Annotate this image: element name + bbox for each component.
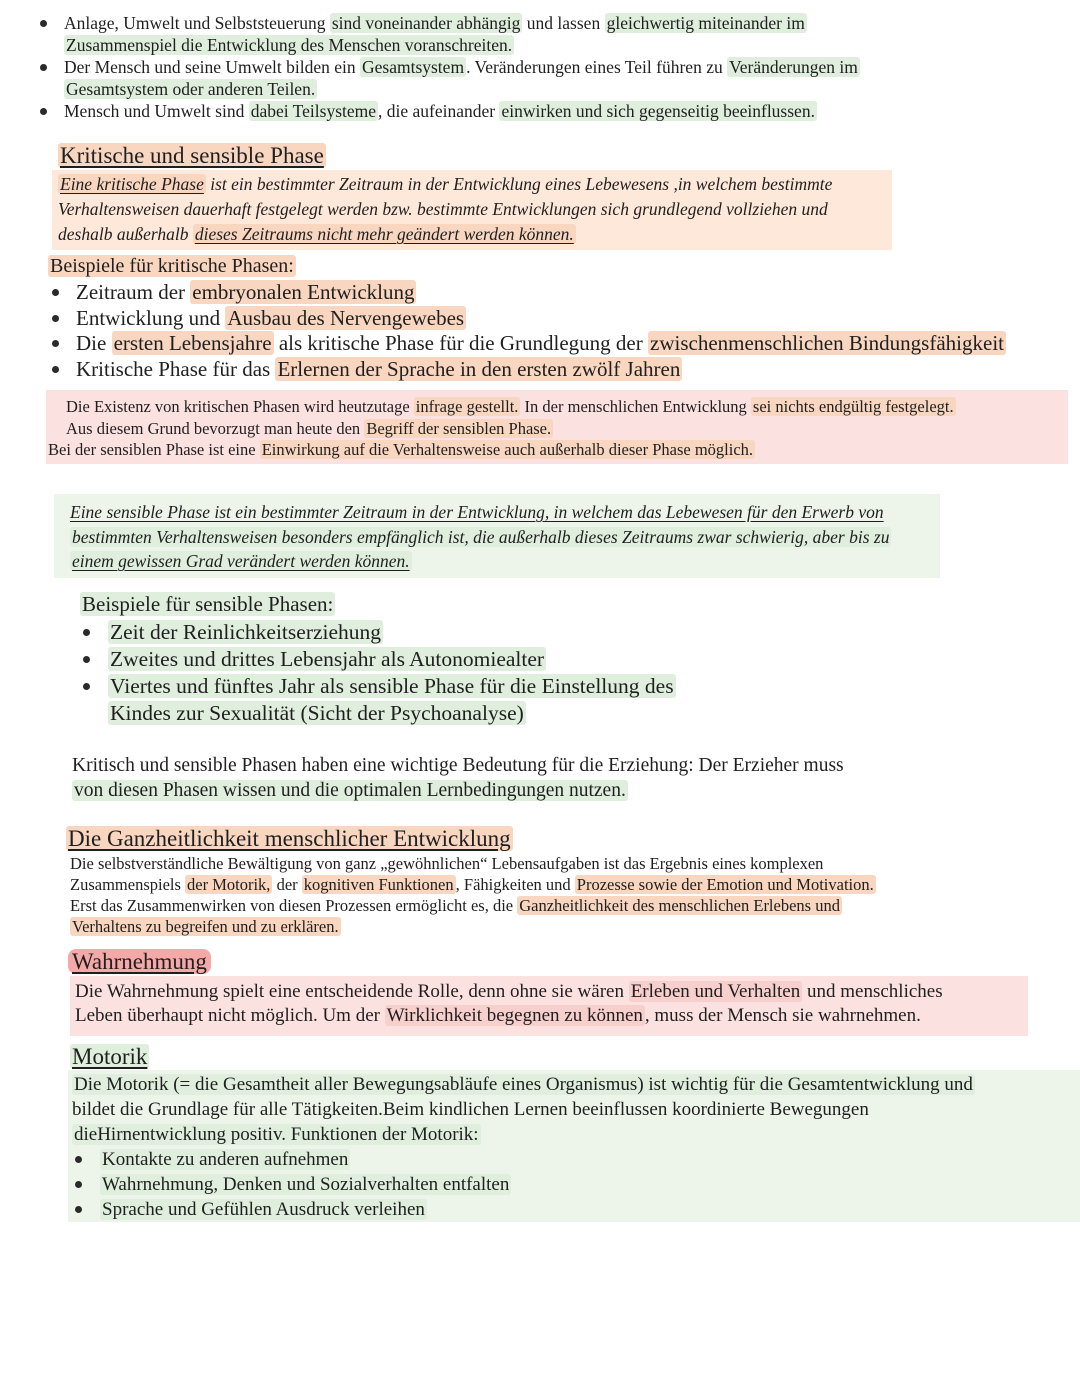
text: Entwicklung und [76,305,226,330]
text-line [70,853,1060,874]
text: Die selbstverständliche Bewältigung von ganz „gewöhnlichen“ Lebensaufgaben ist das Ergebnis eines komplexen [70,854,824,873]
text: und menschliches [802,981,943,1002]
text-line [75,1004,1023,1028]
definition-sensibel [54,494,940,578]
text: Bei der sensiblen Phase ist eine [48,440,260,459]
text: , muss der Mensch sie wahrnehmen. [644,1005,921,1026]
text-line [70,895,1060,916]
text-line [70,916,1060,937]
text: und lassen [522,13,605,33]
text: Zweites und drittes Lebensjahr als Autonomiealter [110,647,545,671]
text: In der menschlichen Entwicklung [520,397,751,416]
text: Kritisch und sensible Phasen haben eine wichtige Bedeutung für die Erziehung: Der Erzieher muss [72,755,844,776]
heading-text: Die Ganzheitlichkeit menschlicher Entwicklung [68,826,511,851]
list-item [80,646,980,673]
bullet-icon [75,1156,82,1163]
list-item [48,357,1058,383]
list-item-continued [80,700,980,727]
text: Aus diesem Grund bevorzugt man heute den [66,418,365,438]
section-heading-motorik [70,1044,149,1070]
highlight: Ausbau des Nervengewebes [227,305,465,330]
note-line [66,396,1048,418]
section-heading-kritisch [58,143,326,169]
highlight: Ganzheitlichkeit des menschlichen Erlebens und [519,896,840,915]
text: Sprache und Gefühlen Ausdruck verleihen [102,1199,425,1220]
highlight: sei nichts endgültig festgelegt. [752,397,954,416]
examples-sensibel [80,619,980,727]
highlight: Gesamtsystem oder anderen Teilen. [66,79,316,99]
text: ist ein bestimmter Zeitraum in der Entwicklung eines Lebewesens ,in welchem bestimmte [205,174,833,194]
text: Kontakte zu anderen aufnehmen [102,1149,349,1170]
text: der [272,875,302,894]
bullet-icon [52,315,59,322]
motorik-box [68,1070,1080,1222]
title: Beispiele für kritische Phasen: [50,255,294,277]
highlight: Einwirkung auf die Verhaltensweise auch außerhalb dieser Phase möglich. [261,440,754,459]
note-line [66,418,1048,440]
list-item [48,280,1058,306]
text: Zusammenspiels [70,875,186,894]
intro-list [38,12,1048,122]
text: , Fähigkeiten und [455,875,575,894]
highlight: Veränderungen im [729,57,858,77]
highlight: Verhaltens zu begreifen und zu erklären. [72,917,339,936]
highlight: Gesamtsystem [361,57,465,77]
text-line [70,874,1060,895]
highlight: dabei Teilsysteme [250,101,377,121]
text-line [72,1072,1076,1097]
highlight: infrage gestellt. [415,397,519,416]
text: Wahrnehmung, Denken und Sozialverhalten entfalten [102,1174,510,1195]
summary-line [72,778,1032,803]
bullet-icon [40,64,47,71]
bullet-icon [52,340,59,347]
text: Erst das Zusammenwirken von diesen Prozessen ermöglicht es, die [70,896,518,915]
text: bildet die Grundlage für alle Tätigkeiten.Beim kindlichen Lernen beeinflussen koordinierte Bewegungen [72,1099,869,1120]
text: von diesen Phasen wissen und die optimalen Lernbedingungen nutzen. [74,780,626,801]
text-line [75,980,1023,1004]
list-item [72,1172,1076,1197]
note-box [46,390,1068,464]
bullet-icon [40,108,47,115]
highlight: dieses Zeitraums nicht mehr geändert werden können. [194,224,574,244]
text: einem gewissen Grad verändert werden können. [72,551,410,571]
highlight: sind voneinander abhängig [331,13,521,33]
text: , die aufeinander [378,101,500,121]
highlight: zwischenmenschlichen Bindungsfähigkeit [650,331,1004,355]
def-line [58,197,886,222]
section-heading-wahrnehmung [68,949,211,975]
intro-item [38,56,1048,100]
text: Die Wahrnehmung spielt eine entscheidende Rolle, denn ohne sie wären [75,981,629,1002]
text: Eine sensible Phase ist ein bestimmter Zeitraum in der Entwicklung, in welchem das Lebewesen für den Erwerb von [70,502,884,522]
bullet-icon [52,289,59,296]
text: Anlage, Umwelt und Selbststeuerung [64,13,330,33]
text: Zeit der Reinlichkeitserziehung [110,620,382,644]
examples-title-kritisch [48,255,296,278]
ganzheit-text [70,853,1060,937]
section-heading-ganzheit [66,826,513,852]
bullet-icon [83,629,90,636]
highlight: ersten Lebensjahre [113,331,272,355]
highlight: Zusammenspiel die Entwicklung des Menschen voranschreiten. [66,35,513,55]
text: Kindes zur Sexualität (Sicht der Psychoanalyse) [110,701,524,725]
def-line [70,500,924,525]
highlight: embryonalen Entwicklung [192,280,415,304]
text: Leben überhaupt nicht möglich. Um der [75,1005,385,1026]
text: als kritische Phase für die Grundlegung der [273,331,648,355]
text: Verhaltensweisen dauerhaft festgelegt werden bzw. bestimmte Entwicklungen sich grundlegend vollziehen und [58,199,828,219]
title: Beispiele für sensible Phasen: [82,592,334,616]
highlight: Erlernen der Sprache in den ersten zwölf Jahren [277,356,681,381]
heading-text: Motorik [72,1044,148,1069]
note-line [48,439,1048,461]
term: Eine kritische Phase [60,174,204,194]
bullet-icon [52,366,59,373]
text: Die [76,331,112,355]
highlight: Wirklichkeit begegnen zu können [386,1005,643,1026]
def-line [70,549,924,574]
intro-item [38,12,1048,56]
highlight: Erleben und Verhalten [630,981,801,1002]
wahrnehmung-text [70,976,1028,1036]
text: bestimmten Verhaltensweisen besonders empfänglich ist, die außerhalb dieses Zeitraums zwar schwierig, aber bis zu [72,526,890,547]
highlight: Prozesse sowie der Emotion und Motivation. [576,875,874,894]
text-line [72,1122,1076,1147]
list-item [48,331,1058,357]
text: Kritische Phase für das [76,356,276,381]
bullet-icon [75,1206,82,1213]
text: Mensch und Umwelt sind [64,101,249,121]
text: . Veränderungen eines Teil führen zu [466,57,728,77]
heading-text: Wahrnehmung [68,949,211,974]
bullet-icon [40,20,47,27]
bullet-icon [75,1181,82,1188]
list-item [72,1197,1076,1222]
text: Der Mensch und seine Umwelt bilden ein [64,57,360,77]
highlight: der Motorik, [187,875,271,894]
examples-title-sensibel [80,592,335,617]
def-line [58,222,886,247]
examples-kritisch [48,280,1058,382]
list-item [80,619,980,646]
list-item [80,673,980,700]
def-line [58,172,886,197]
highlight: Begriff der sensiblen Phase. [366,418,552,438]
summary-line [72,753,1032,778]
text-line [72,1097,1076,1122]
bullet-icon [83,683,90,690]
def-line [70,525,924,550]
highlight: kognitiven Funktionen [303,875,454,894]
list-item [48,306,1058,332]
text: Zeitraum der [76,280,191,304]
bullet-icon [83,656,90,663]
text: dieHirnentwicklung positiv. Funktionen der Motorik: [74,1124,479,1145]
summary [72,753,1032,803]
intro-item [38,100,1048,122]
highlight: gleichwertig miteinander im [606,13,805,33]
text: Die Motorik (= die Gesamtheit aller Bewegungsabläufe eines Organismus) ist wichtig für die Gesamtentwicklung und [74,1074,973,1095]
text: Die Existenz von kritischen Phasen wird heutzutage [66,397,414,416]
list-item [72,1147,1076,1172]
heading-text: Kritische und sensible Phase [60,143,324,168]
text: Viertes und fünftes Jahr als sensible Phase für die Einstellung des [110,674,674,698]
definition-kritisch [52,170,892,250]
text: deshalb außerhalb [58,224,193,244]
highlight: einwirken und sich gegenseitig beeinflussen. [501,101,815,121]
